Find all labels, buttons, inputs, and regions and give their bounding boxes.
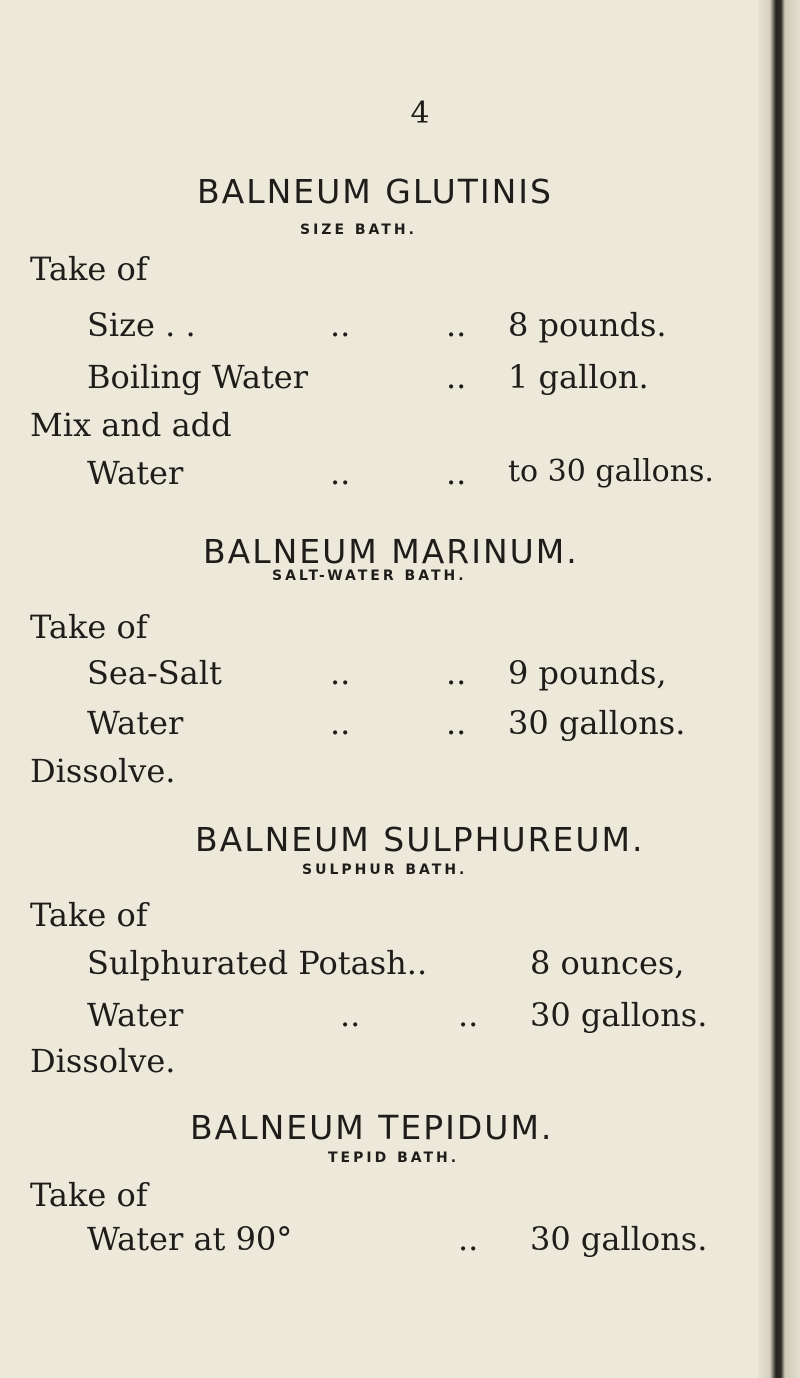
recipe-line: Take of (30, 250, 148, 288)
recipe-line: Dissolve. (30, 752, 176, 790)
ingredient-amount: to 30 gallons. (508, 454, 714, 489)
section-subtitle-glutinis: SIZE BATH. (300, 222, 417, 238)
leader-dots: .. (458, 1220, 479, 1258)
ingredient-name: Boiling Water (87, 358, 309, 396)
leader-dots: .. (446, 704, 467, 742)
ingredient-name: Size . . (87, 306, 196, 344)
ingredient-name: Water at 90° (87, 1220, 293, 1258)
ingredient-name: Water (87, 454, 184, 492)
ingredient-name: Sulphurated Potash.. (87, 944, 428, 982)
recipe-line: Take of (30, 1176, 148, 1214)
leader-dots: .. (458, 996, 479, 1034)
section-subtitle-sulphureum: SULPHUR BATH. (302, 862, 468, 878)
ingredient-name: Water (87, 996, 184, 1034)
ingredient-amount: 8 ounces, (530, 944, 685, 982)
ingredient-amount: 8 pounds. (508, 306, 667, 344)
page-number: 4 (410, 96, 430, 131)
leader-dots: .. (446, 358, 467, 396)
leader-dots: .. (446, 306, 467, 344)
recipe-line: Dissolve. (30, 1042, 176, 1080)
ingredient-amount: 30 gallons. (508, 704, 686, 742)
section-subtitle-tepidum: TEPID BATH. (328, 1150, 460, 1166)
leader-dots: .. (330, 454, 351, 492)
ingredient-name: Water (87, 704, 184, 742)
section-subtitle-marinum: SALT-WATER BATH. (272, 568, 467, 584)
section-title-glutinis: BALNEUM GLUTINIS (197, 172, 553, 211)
leader-dots: .. (446, 654, 467, 692)
section-title-sulphureum: BALNEUM SULPHUREUM. (195, 820, 645, 859)
leader-dots: .. (330, 306, 351, 344)
recipe-line: Take of (30, 608, 148, 646)
recipe-line: Mix and add (30, 406, 232, 444)
section-title-marinum: BALNEUM MARINUM. (203, 532, 579, 571)
section-title-tepidum: BALNEUM TEPIDUM. (190, 1108, 554, 1147)
ingredient-amount: 30 gallons. (530, 996, 708, 1034)
leader-dots: .. (330, 654, 351, 692)
ingredient-name: Sea-Salt (87, 654, 222, 692)
leader-dots: .. (446, 454, 467, 492)
recipe-line: Take of (30, 896, 148, 934)
page-binding-edge (758, 0, 800, 1378)
ingredient-amount: 9 pounds, (508, 654, 667, 692)
leader-dots: .. (330, 704, 351, 742)
ingredient-amount: 30 gallons. (530, 1220, 708, 1258)
leader-dots: .. (340, 996, 361, 1034)
ingredient-amount: 1 gallon. (508, 358, 649, 396)
